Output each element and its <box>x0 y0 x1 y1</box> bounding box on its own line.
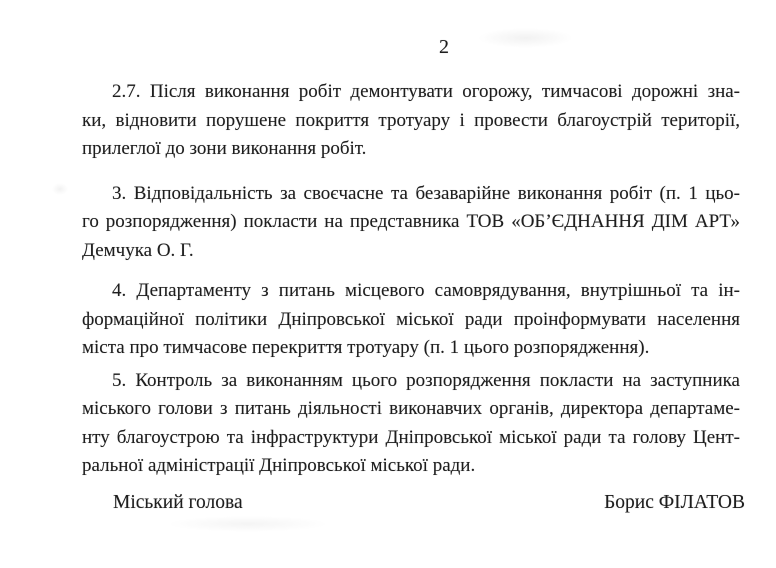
body-line: ральної адміністрації Дніпровської міської ради. <box>82 455 476 476</box>
body-line: 4. Департаменту з питань місцевого самоврядування, внутрішньої та ін- <box>112 280 740 301</box>
body-line: го розпорядження) покласти на представника ТОВ «ОБ’ЄДНАННЯ ДІМ АРТ» <box>82 211 740 232</box>
scan-artifact <box>52 183 68 195</box>
body-line: формаційної політики Дніпровської міської ради проінформувати населення <box>82 308 740 330</box>
body-line: 2.7. Після виконання робіт демонтувати огорожу, тимчасові дорожні зна- <box>112 81 740 102</box>
paragraph-4 <box>82 277 740 363</box>
paragraph-3 <box>82 180 740 266</box>
body-line: Демчука О. Г. <box>82 239 194 261</box>
body-line: нту благоустрою та інфраструктури Дніпровської міської ради та голову Цент- <box>82 426 740 448</box>
page-number: 2 <box>439 36 449 58</box>
signature-name: Борис ФІЛАТОВ <box>604 492 745 513</box>
body-line: 5. Контроль за виконанням цього розпорядження покласти на заступника <box>112 369 740 391</box>
body-line: 3. Відповідальність за своєчасне та безаварійне виконання робіт (п. 1 цьо- <box>112 182 740 204</box>
body-line: міського голови з питань діяльності виконавчих органів, директора департаме- <box>82 398 740 419</box>
body-line: ки, відновити порушене покриття тротуару і провести благоустрій території, <box>82 109 740 131</box>
body-line: міста про тимчасове перекриття тротуару (п. 1 цього розпорядження). <box>82 337 650 358</box>
body-line: прилеглої до зони виконання робіт. <box>82 138 367 159</box>
signature-block <box>82 489 745 514</box>
signature-title: Міський голова <box>113 492 243 513</box>
paragraph-2-7 <box>82 78 740 164</box>
scan-artifact <box>168 516 328 532</box>
paragraph-5 <box>82 367 740 481</box>
document-body <box>82 78 740 481</box>
